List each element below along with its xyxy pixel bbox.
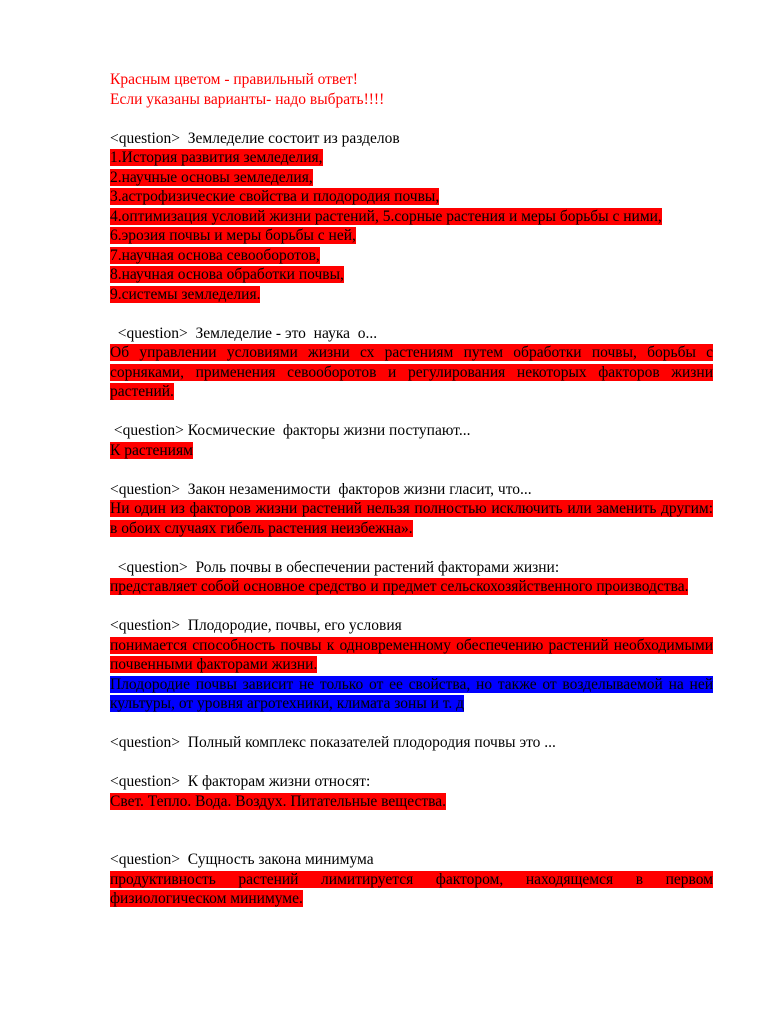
answer-item: 3.астрофизические свойства и плодородия почвы, — [110, 188, 440, 205]
question-1-answer — [110, 226, 713, 246]
question-8-answer — [110, 792, 713, 812]
question-6-alt-answer — [110, 675, 713, 714]
question-4-prompt: <question> Закон незаменимости факторов жизни гласит, что... — [110, 480, 532, 498]
intro-line-1: Красным цветом - правильный ответ! — [110, 71, 358, 88]
answer-text: продуктивность растений лимитируется фактором, находящемся в первом физиологическом минимуме. — [110, 870, 713, 907]
answer-item: 2.научные основы земледелия, — [110, 168, 313, 186]
question-5-answer — [110, 577, 713, 597]
answer-text: К растениям — [110, 441, 193, 459]
intro-note — [110, 70, 713, 109]
answer-item: 4.оптимизация условий жизни растений, 5.сорные растения и меры борьбы с ними, — [110, 207, 662, 225]
intro-line-2: Если указаны варианты- надо выбрать!!!! — [110, 90, 385, 108]
answer-item: 8.научная основа обработки почвы, — [110, 266, 344, 283]
question-1-answer — [110, 207, 713, 227]
answer-text: Свет. Тепло. Вода. Воздух. Питательные вещества. — [110, 792, 446, 810]
question-4-answer — [110, 499, 713, 538]
question-1-prompt: <question> Земледелие состоит из разделов — [110, 129, 400, 147]
answer-item: 1.История развития земледелия, — [110, 149, 323, 166]
answer-item: 7.научная основа севооборотов, — [110, 246, 320, 264]
question-1-answer — [110, 265, 713, 285]
answer-text: понимается способность почвы к одновременному обеспечению растений необходимыми почвенными факторами жизни. — [110, 636, 713, 673]
answer-item: 6.эрозия почвы и меры борьбы с ней, — [110, 227, 356, 244]
question-1-answer — [110, 285, 713, 305]
document-content — [110, 70, 713, 909]
answer-text: Об управлении условиями жизни сх растениям путем обработки почвы, борьбы с сорняками, применения севооборотов и регулирования некоторых факторов жизни растений. — [110, 344, 713, 400]
question-1-answer — [110, 148, 713, 168]
answer-item: 9.системы земледелия. — [110, 285, 261, 303]
alt-answer-text: Плодородие почвы зависит не только от ее свойства, но также от возделываемой на ней культуры, от уровня агротехники, климата зоны и т. д — [110, 675, 713, 712]
question-6-answer — [110, 636, 713, 675]
question-1-answer — [110, 168, 713, 188]
question-5-prompt: <question> Роль почвы в обеспечении растений факторами жизни: — [110, 558, 560, 576]
question-7-prompt: <question> Полный комплекс показателей плодородия почвы это ... — [110, 734, 556, 751]
question-3-prompt: <question> Космические факторы жизни поступают... — [110, 422, 471, 439]
answer-text: представляет собой основное средство и предмет сельскохозяйственного производства. — [110, 578, 689, 595]
question-9-answer — [110, 870, 713, 909]
question-2-answer — [110, 343, 713, 402]
question-3-answer — [110, 441, 713, 461]
answer-text: Ни один из факторов жизни растений нельзя полностью исключить или заменить другим: в обоих случаях гибель растения неизбежна». — [110, 500, 713, 537]
question-8-prompt: <question> К факторам жизни относят: — [110, 773, 371, 790]
question-1-answer — [110, 187, 713, 207]
question-1-answer — [110, 246, 713, 266]
question-9-prompt: <question> Сущность закона минимума — [110, 851, 374, 868]
question-2-prompt: <question> Земледелие - это наука о... — [110, 324, 378, 342]
question-6-prompt: <question> Плодородие, почвы, его условия — [110, 617, 402, 634]
